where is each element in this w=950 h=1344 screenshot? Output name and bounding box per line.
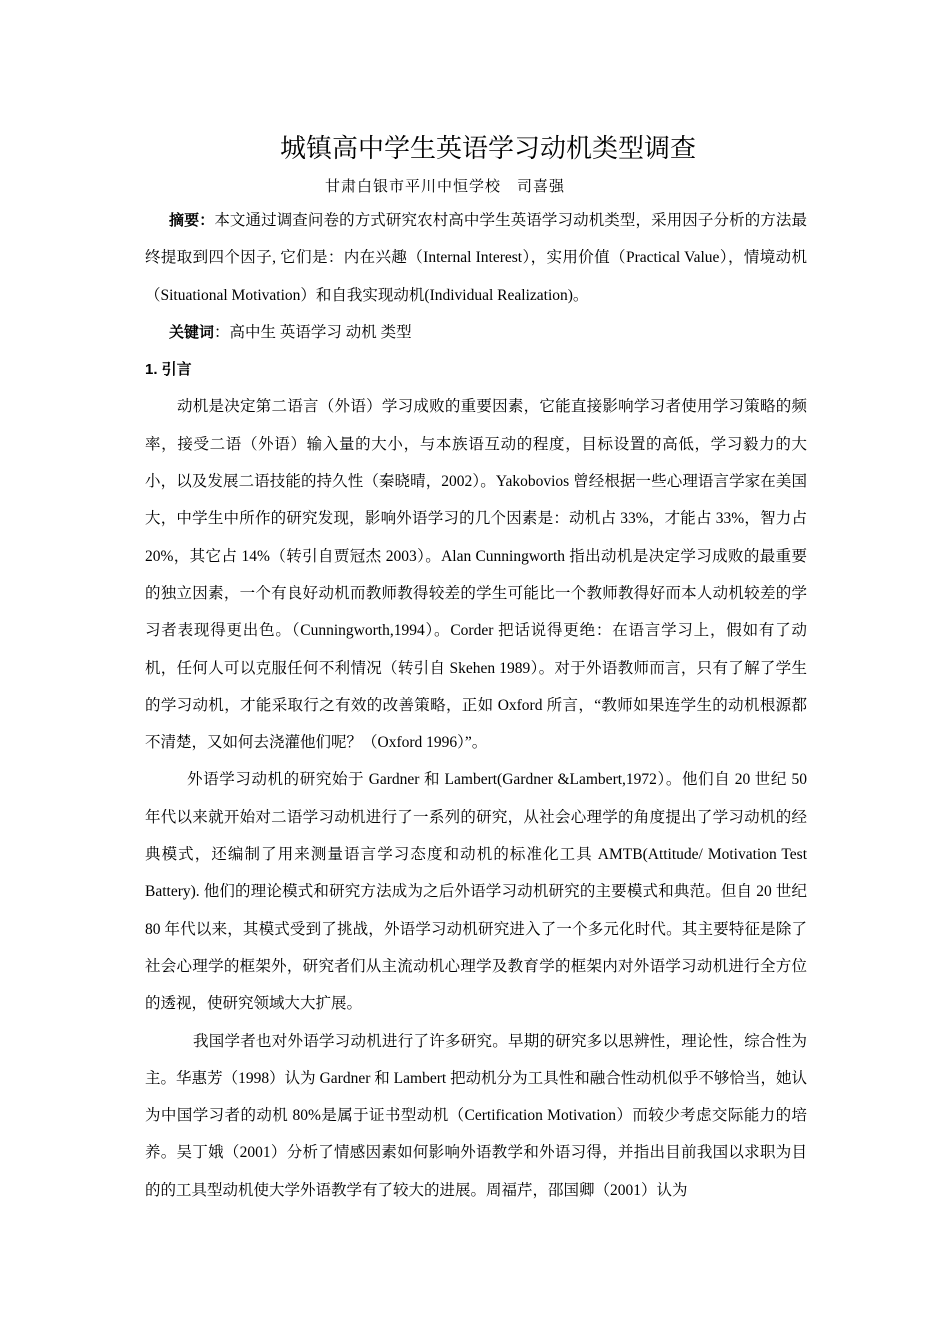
body-paragraph-3: 我国学者也对外语学习动机进行了许多研究。早期的研究多以思辨性，理论性，综合性为主。华惠芳（1998）认为 Gardner 和 Lambert 把动机分为工具性和融合性动机似乎不够恰当，她认为中国学习者的动机 80%是属于证书型动机（Certification Motivation）而较少考虑交际能力的培养。吴丁娥（2001）分析了情感因素如何影响外语教学和外语习得，并指出目前我国以求职为目的的工具型动机使大学外语教学有了较大的进展。周福芹，邵国卿（2001）认为 xyxy=(145,1032,807,1199)
author-line: 甘肃白银市平川中恒学校 司喜强 xyxy=(324,179,565,195)
keywords-label: 关键词 xyxy=(169,323,215,341)
document-title: 城镇高中学生英语学习动机类型调查 xyxy=(279,134,696,163)
document-body xyxy=(145,202,807,1209)
body-paragraph-2: 外语学习动机的研究始于 Gardner 和 Lambert(Gardner &Lambert,1972）。他们自 20 世纪 50 年代以来就开始对二语学习动机进行了一系列的研究，从社会心理学的角度提出了学习动机的经典模式，还编制了用来测量语言学习态度和动机的标准化工具 AMTB(Attitude/ Motivation Test Battery). 他们的理论模式和研究方法成为之后外语学习动机研究的主要模式和典范。但自 20 世纪 80 年代以来，其模式受到了挑战，外语学习动机研究进入了一个多元化时代。其主要特征是除了社会心理学的框架外，研究者们从主流动机心理学及教育学的框架内对外语学习动机进行全方位的透视，使研究领域大大扩展。 xyxy=(145,771,807,1013)
body-paragraph-1: 动机是决定第二语言（外语）学习成败的重要因素，它能直接影响学习者使用学习策略的频率，接受二语（外语）输入量的大小，与本族语互动的程度，目标设置的高低，学习毅力的大小，以及发展二语技能的持久性（秦晓晴，2002）。Yakobovios 曾经根据一些心理语言学家在美国大，中学生中所作的研究发现，影响外语学习的几个因素是：动机占 33%，才能占 33%，智力占 20%，其它占 14%（转引自贾冠杰 2003）。Alan Cunningworth 指出动机是决定学习成败的最重要的独立因素，一个有良好动机而教师教得较差的学生可能比一个教师教得好而本人动机较差的学习者表现得更出色。（Cunningworth,1994）。Corder 把话说得更绝：在语言学习上，假如有了动机，任何人可以克服任何不利情况（转引自 Skehen 1989）。对于外语教师而言，只有了解了学生的学习动机，才能采取行之有效的改善策略，正如 Oxford 所言，“教师如果连学生的动机根源都不清楚，又如何去浇灌他们呢？（Oxford 1996）”。 xyxy=(145,398,807,752)
abstract-label: 摘要： xyxy=(169,212,215,229)
abstract-text: 本文通过调查问卷的方式研究农村高中学生英语学习动机类型，采用因子分析的方法最终提取到四个因子, 它们是：内在兴趣（Internal Interest），实用价值（Practical Value），情境动机（Situational Motivation）和自我实现动机(Individual Realization)。 xyxy=(145,212,807,304)
abstract-paragraph xyxy=(145,202,807,314)
keywords-text: ：高中生 英语学习 动机 类型 xyxy=(214,323,412,341)
keywords-line xyxy=(145,314,807,351)
section-heading: 1. 引言 xyxy=(145,361,192,379)
